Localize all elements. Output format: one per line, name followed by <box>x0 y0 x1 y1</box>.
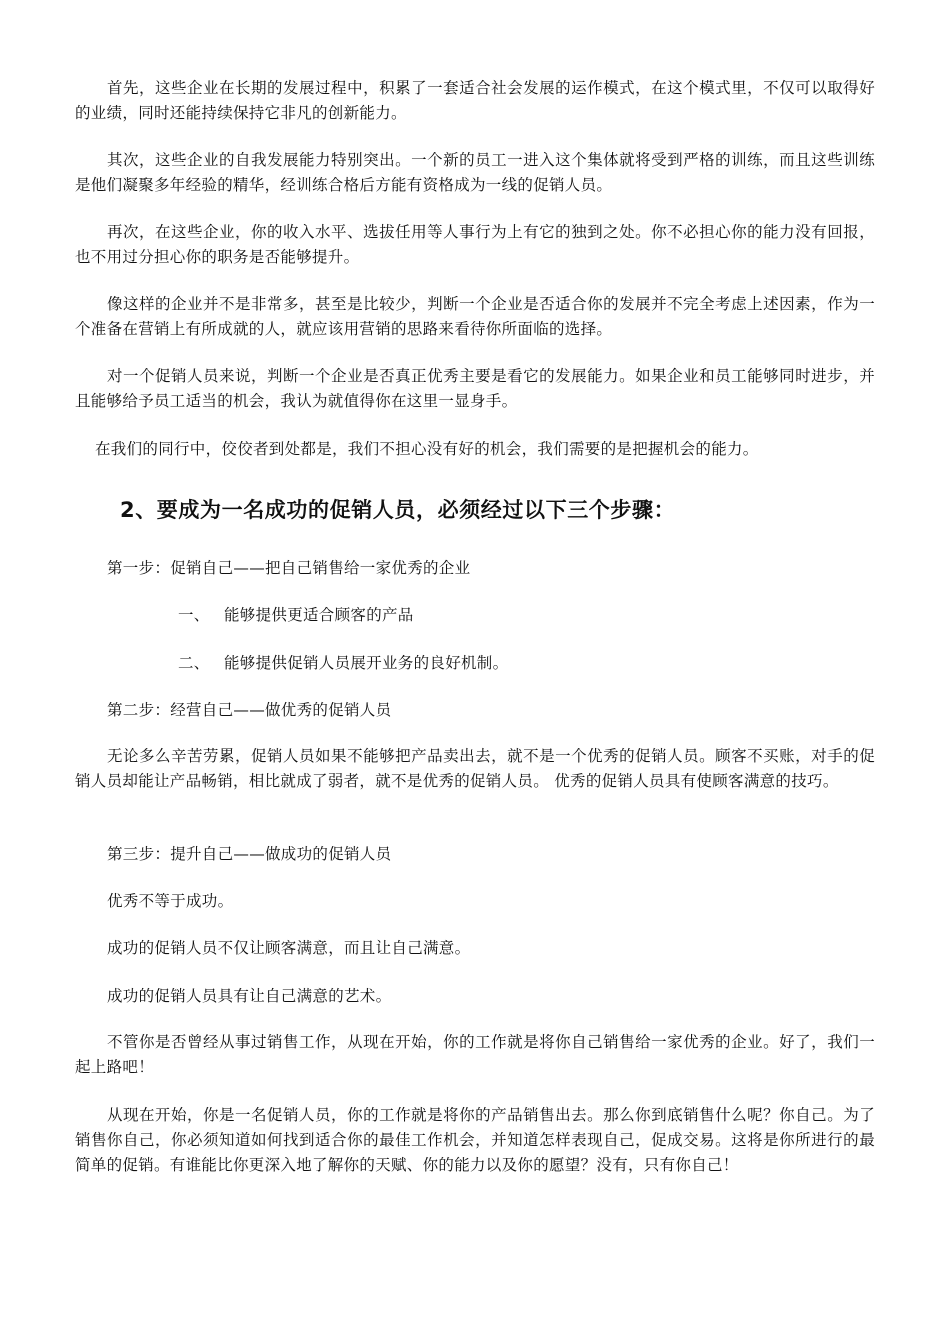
step-three-line: 优秀不等于成功。 <box>107 892 234 910</box>
paragraph-second: 其次，这些企业的自我发展能力特别突出。一个新的员工一进入这个集体就将受到严格的训练，而且这些训练是他们凝聚多年经验的精华，经训练合格后方能有资格成为一线的促销人员。 <box>75 151 875 194</box>
step-three-title: 第三步：提升自己——做成功的促销人员 <box>107 845 392 863</box>
paragraph-closing-one: 不管你是否曾经从事过销售工作，从现在开始，你的工作就是将你自己销售给一家优秀的企业。好了，我们一起上路吧！ <box>75 1033 875 1076</box>
paragraph-third: 再次，在这些企业，你的收入水平、选拔任用等人事行为上有它的独到之处。你不必担心你的能力没有回报，也不用过分担心你的职务是否能够提升。 <box>75 223 875 266</box>
paragraph-fourth: 像这样的企业并不是非常多，甚至是比较少，判断一个企业是否适合你的发展并不完全考虑上述因素，作为一个准备在营销上有所成就的人，就应该用营销的思路来看待你所面临的选择。 <box>75 295 875 338</box>
paragraph-closing-two: 从现在开始，你是一名促销人员，你的工作就是将你的产品销售出去。那么你到底销售什么呢？你自己。为了销售你自己，你必须知道如何找到适合你的最佳工作机会，并知道怎样表现自己，促成交易。这将是你所进行的最简单的促销。有谁能比你更深入地了解你的天赋、你的能力以及你的愿望？没有，只有你自己！ <box>75 1106 875 1174</box>
paragraph-first: 首先，这些企业在长期的发展过程中，积累了一套适合社会发展的运作模式，在这个模式里，不仅可以取得好的业绩，同时还能持续保持它非凡的创新能力。 <box>75 79 875 122</box>
step-one-title: 第一步：促销自己——把自己销售给一家优秀的企业 <box>107 559 471 577</box>
step-two-title: 第二步：经营自己——做优秀的促销人员 <box>107 701 392 719</box>
list-number: 一、 <box>178 606 210 624</box>
list-item-text: 能够提供促销人员展开业务的良好机制。 <box>224 654 509 672</box>
step-one-item <box>178 603 414 628</box>
paragraph-sixth: 在我们的同行中，佼佼者到处都是，我们不担心没有好的机会，我们需要的是把握机会的能力。 <box>95 440 759 458</box>
step-one-item <box>178 651 508 676</box>
paragraph-fifth: 对一个促销人员来说，判断一个企业是否真正优秀主要是看它的发展能力。如果企业和员工能够同时进步，并且能够给予员工适当的机会，我认为就值得你在这里一显身手。 <box>75 367 875 410</box>
step-three-line: 成功的促销人员具有让自己满意的艺术。 <box>107 987 392 1005</box>
section-heading: 2、要成为一名成功的促销人员，必须经过以下三个步骤： <box>120 498 676 522</box>
step-two-body: 无论多么辛苦劳累，促销人员如果不能够把产品卖出去，就不是一个优秀的促销人员。顾客不买账，对手的促销人员却能让产品畅销，相比就成了弱者，就不是优秀的促销人员。 优秀的促销人员具有使顾客满意的技巧。 <box>75 747 875 790</box>
list-item-text: 能够提供更适合顾客的产品 <box>224 606 414 624</box>
list-number: 二、 <box>178 654 210 672</box>
step-three-line: 成功的促销人员不仅让顾客满意，而且让自己满意。 <box>107 939 471 957</box>
